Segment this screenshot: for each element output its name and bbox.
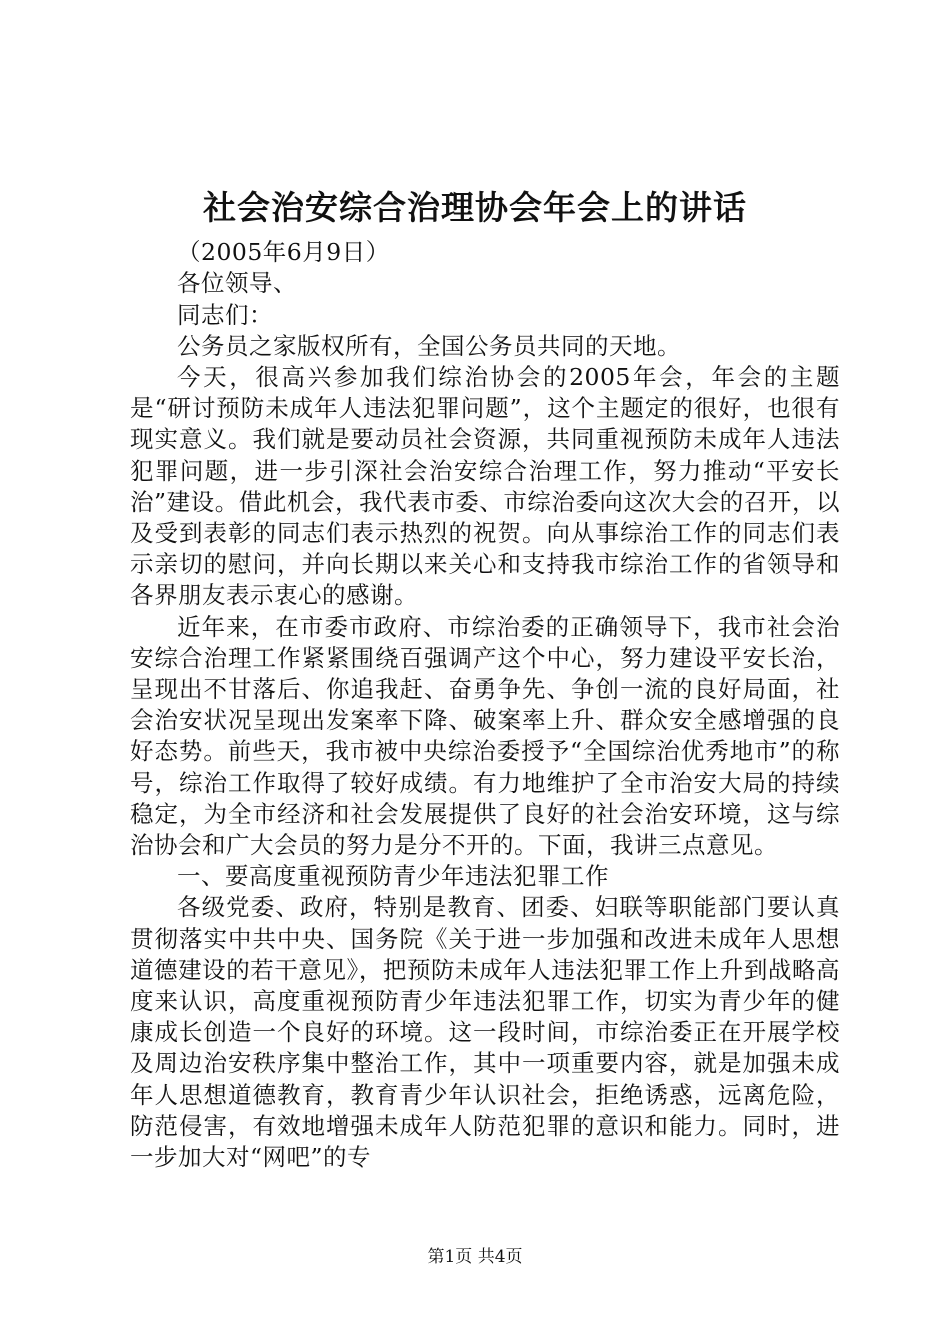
paragraph-section-1: 各级党委、政府，特别是教育、团委、妇联等职能部门要认真贯彻落实中共中央、国务院《关于进一步加强和改进未成年人思想道德建设的若干意见》，把预防未成年人违法犯罪工作上升到战略高度来认识，高度重视预防青少年违法犯罪工作，切实为青少年的健康成长创造一个良好的环境。这一段时间，市综治委正在开展学校及周边治安秩序集中整治工作，其中一项重要内容，就是加强未成年人思想道德教育，教育青少年认识社会，拒绝诱惑，远离危险，防范侵害，有效地增强未成年人防范犯罪的意识和能力。同时，进一步加大对“网吧”的专	[130, 893, 840, 1172]
salutation-comrades: 同志们：	[177, 300, 273, 329]
paragraph-opening: 今天，很高兴参加我们综治协会的2005年会，年会的主题是“研讨预防未成年人违法犯罪问题”，这个主题定的很好，也很有现实意义。我们就是要动员社会资源，共同重视预防未成年人违法犯罪问题，进一步引深社会治安综合治理工作，努力推动“平安长治”建设。借此机会，我代表市委、市综治委向这次大会的召开，以及受到表彰的同志们表示热烈的祝贺。向从事综治工作的同志们表示亲切的慰问，并向长期以来关心和支持我市综治工作的省领导和各界朋友表示衷心的感谢。	[130, 363, 840, 610]
date-line: （2005年6月9日）	[177, 238, 390, 267]
page-footer: 第1页 共4页	[427, 1247, 523, 1267]
paragraph-achievements: 近年来，在市委市政府、市综治委的正确领导下，我市社会治安综合治理工作紧紧围绕百强调产这个中心，努力建设平安长治，呈现出不甘落后、你追我赶、奋勇争先、争创一流的良好局面，社会治安状况呈现出发案率下降、破案率上升、群众安全感增强的良好态势。前些天，我市被中央综治委授予“全国综治优秀地市”的称号，综治工作取得了较好成绩。有力地维护了全市治安大局的持续稳定，为全市经济和社会发展提供了良好的社会治安环境，这与综治协会和广大会员的努力是分不开的。下面，我讲三点意见。	[130, 612, 840, 860]
salutation-leaders: 各位领导、	[177, 269, 297, 298]
document-title: 社会治安综合治理协会年会上的讲话	[203, 188, 747, 227]
document-body	[130, 206, 840, 1173]
paragraph-copyright: 公务员之家版权所有，全国公务员共同的天地。	[177, 331, 681, 360]
section-heading-1: 一、要高度重视预防青少年违法犯罪工作	[177, 862, 609, 891]
